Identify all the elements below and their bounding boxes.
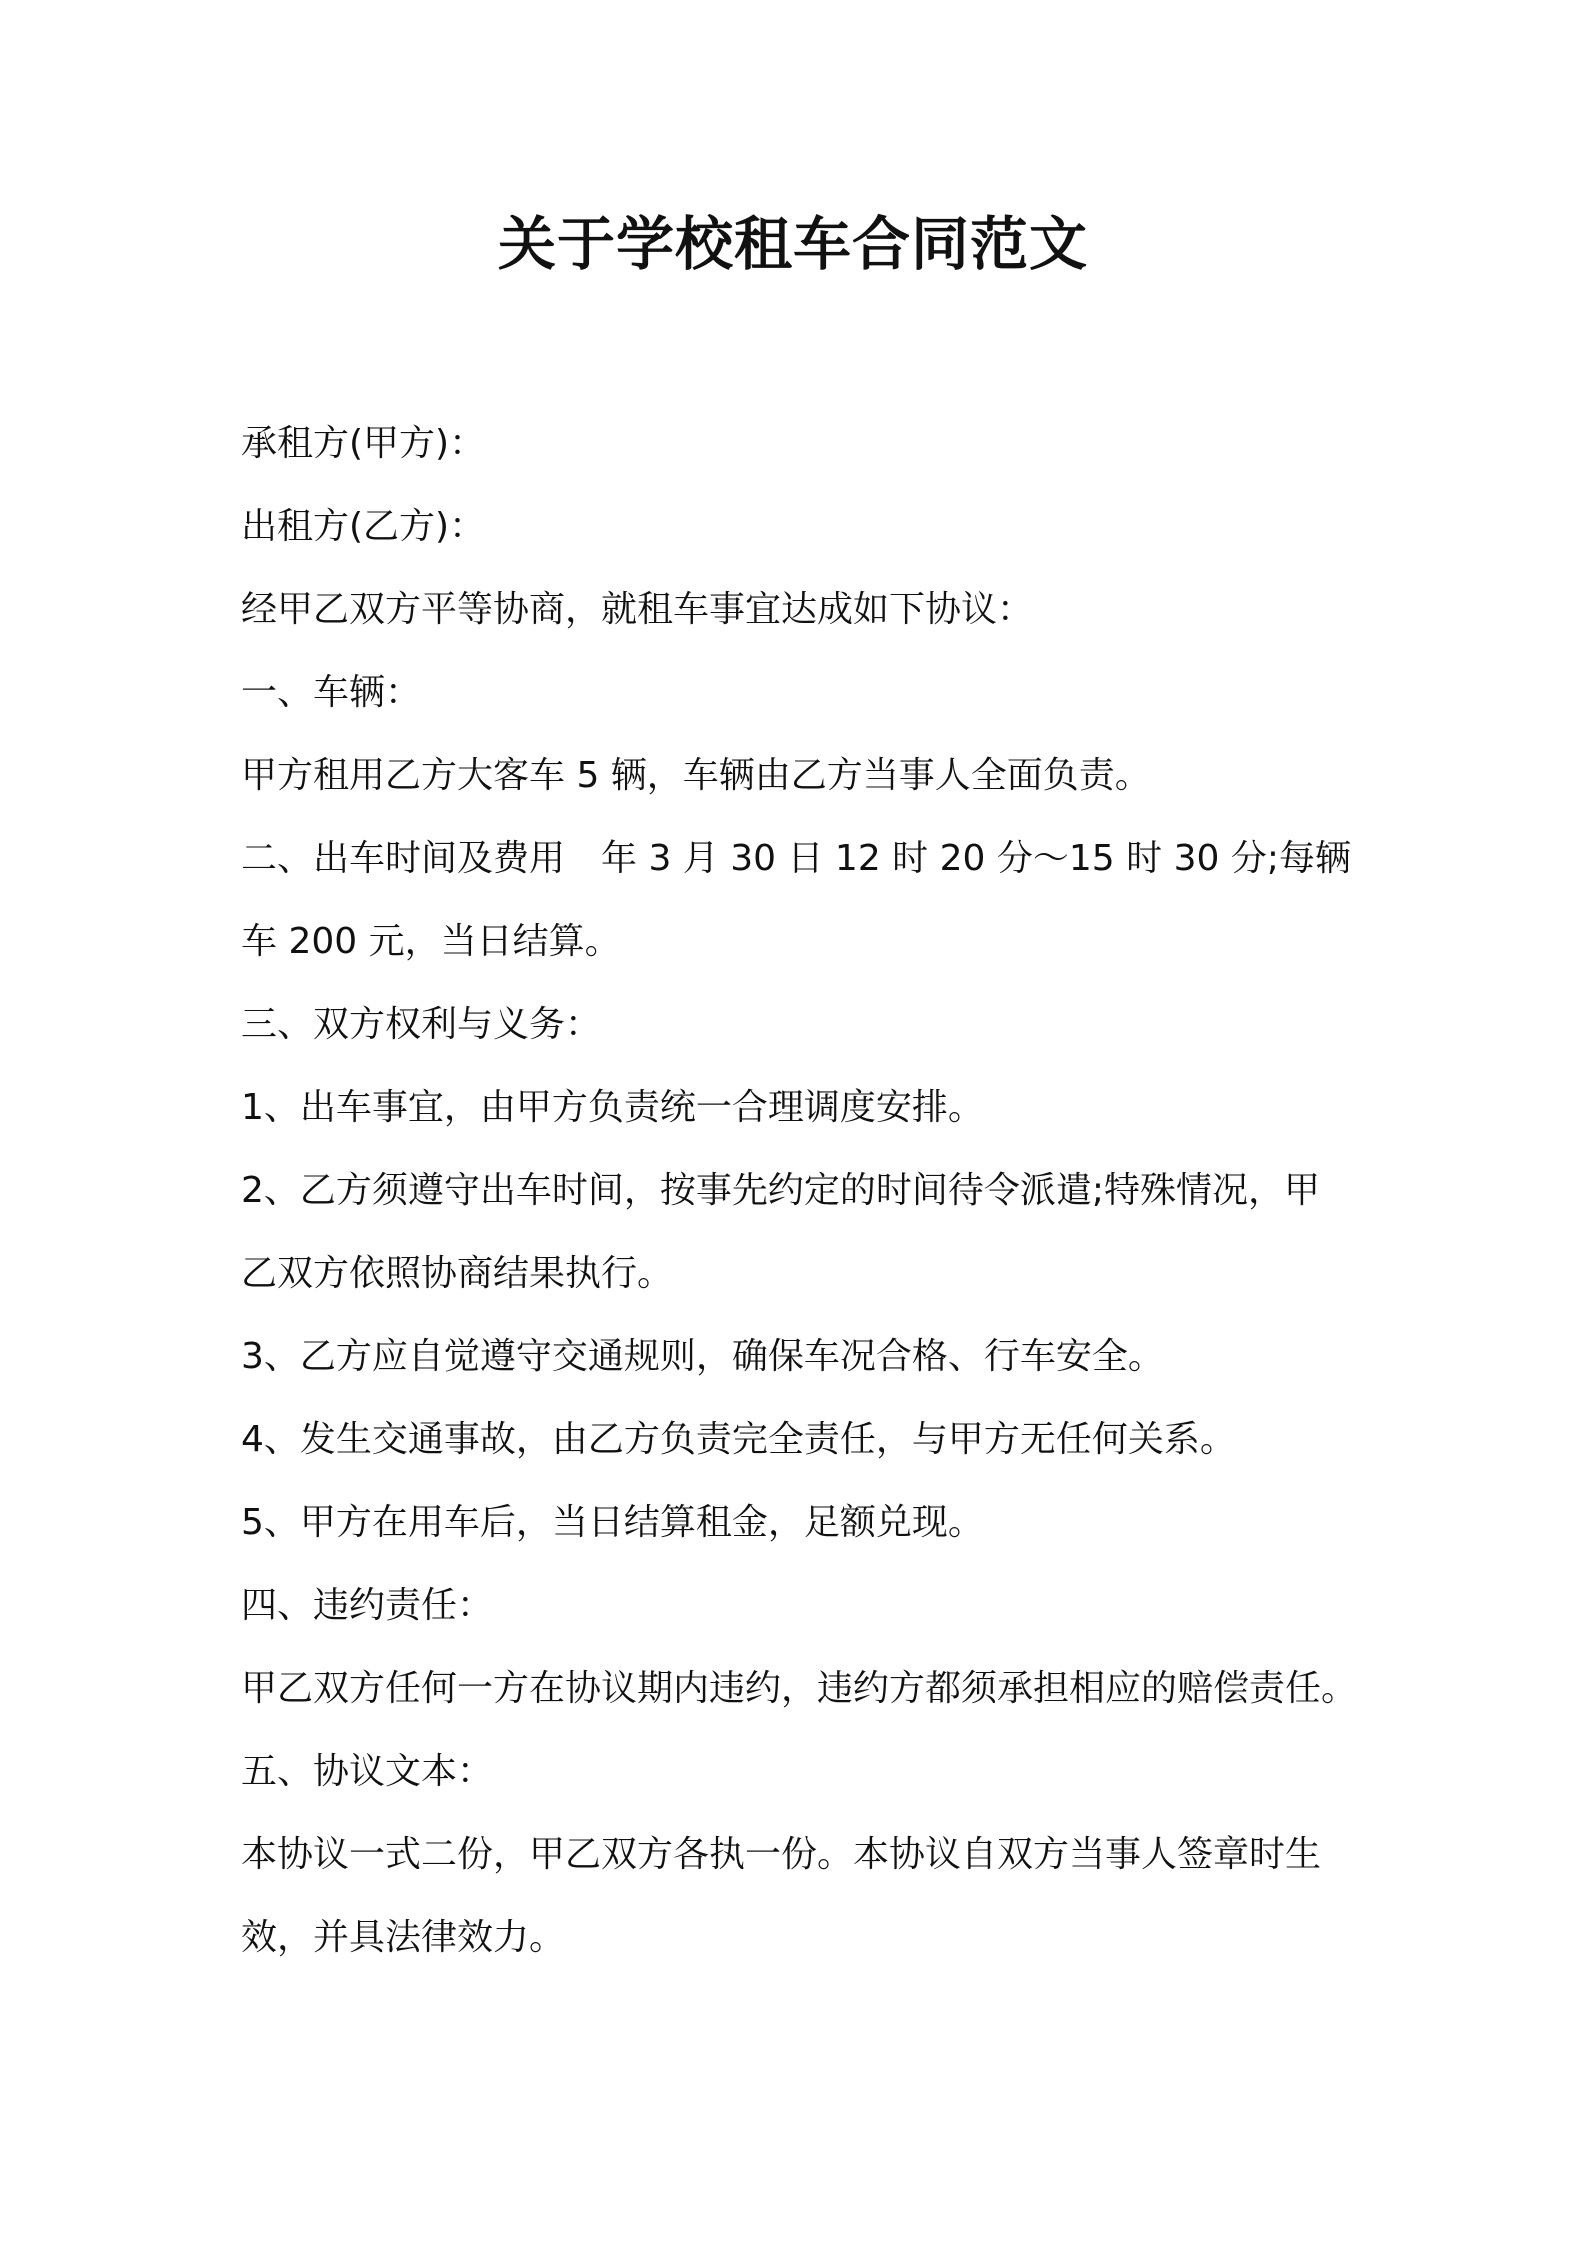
section-heading-breach: 四、违约责任： xyxy=(241,1585,494,1626)
document-title: 关于学校租车合同范文 xyxy=(497,210,1088,278)
section-heading-rights: 三、双方权利与义务： xyxy=(241,1004,602,1045)
breach-paragraph: 甲乙双方任何一方在协议期内违约，违约方都须承担相应的赔偿责任。 xyxy=(241,1668,1358,1709)
rights-item-5: 5、甲方在用车后，当日结算租金，足额兑现。 xyxy=(241,1502,984,1543)
vehicles-paragraph: 甲方租用乙方大客车 5 辆，车辆由乙方当事人全面负责。 xyxy=(241,755,1151,796)
text-paragraph-continuation: 效，并具法律效力。 xyxy=(241,1917,566,1958)
party-a-line: 承租方(甲方)： xyxy=(241,423,486,464)
rights-item-1: 1、出车事宜，由甲方负责统一合理调度安排。 xyxy=(241,1087,984,1128)
rights-item-3: 3、乙方应自觉遵守交通规则，确保车况合格、行车安全。 xyxy=(241,1336,1164,1377)
section-heading-vehicles: 一、车辆： xyxy=(241,672,422,713)
section-heading-time-fees: 二、出车时间及费用 年 3 月 30 日 12 时 20 分～15 时 30 分;每辆 xyxy=(241,838,1351,879)
document-body xyxy=(241,402,1381,1979)
rights-item-2-continuation: 乙双方依照协商结果执行。 xyxy=(241,1253,674,1294)
preamble-line: 经甲乙双方平等协商，就租车事宜达成如下协议： xyxy=(241,589,1034,630)
rights-item-4: 4、发生交通事故，由乙方负责完全责任，与甲方无任何关系。 xyxy=(241,1419,1236,1460)
text-paragraph: 本协议一式二份，甲乙双方各执一份。本协议自双方当事人签章时生 xyxy=(241,1834,1322,1875)
section-heading-text: 五、协议文本： xyxy=(241,1751,494,1792)
time-fees-continuation: 车 200 元，当日结算。 xyxy=(241,921,621,962)
party-b-line: 出租方(乙方)： xyxy=(241,506,486,547)
rights-item-2: 2、乙方须遵守出车时间，按事先约定的时间待令派遣;特殊情况，甲 xyxy=(241,1170,1321,1211)
